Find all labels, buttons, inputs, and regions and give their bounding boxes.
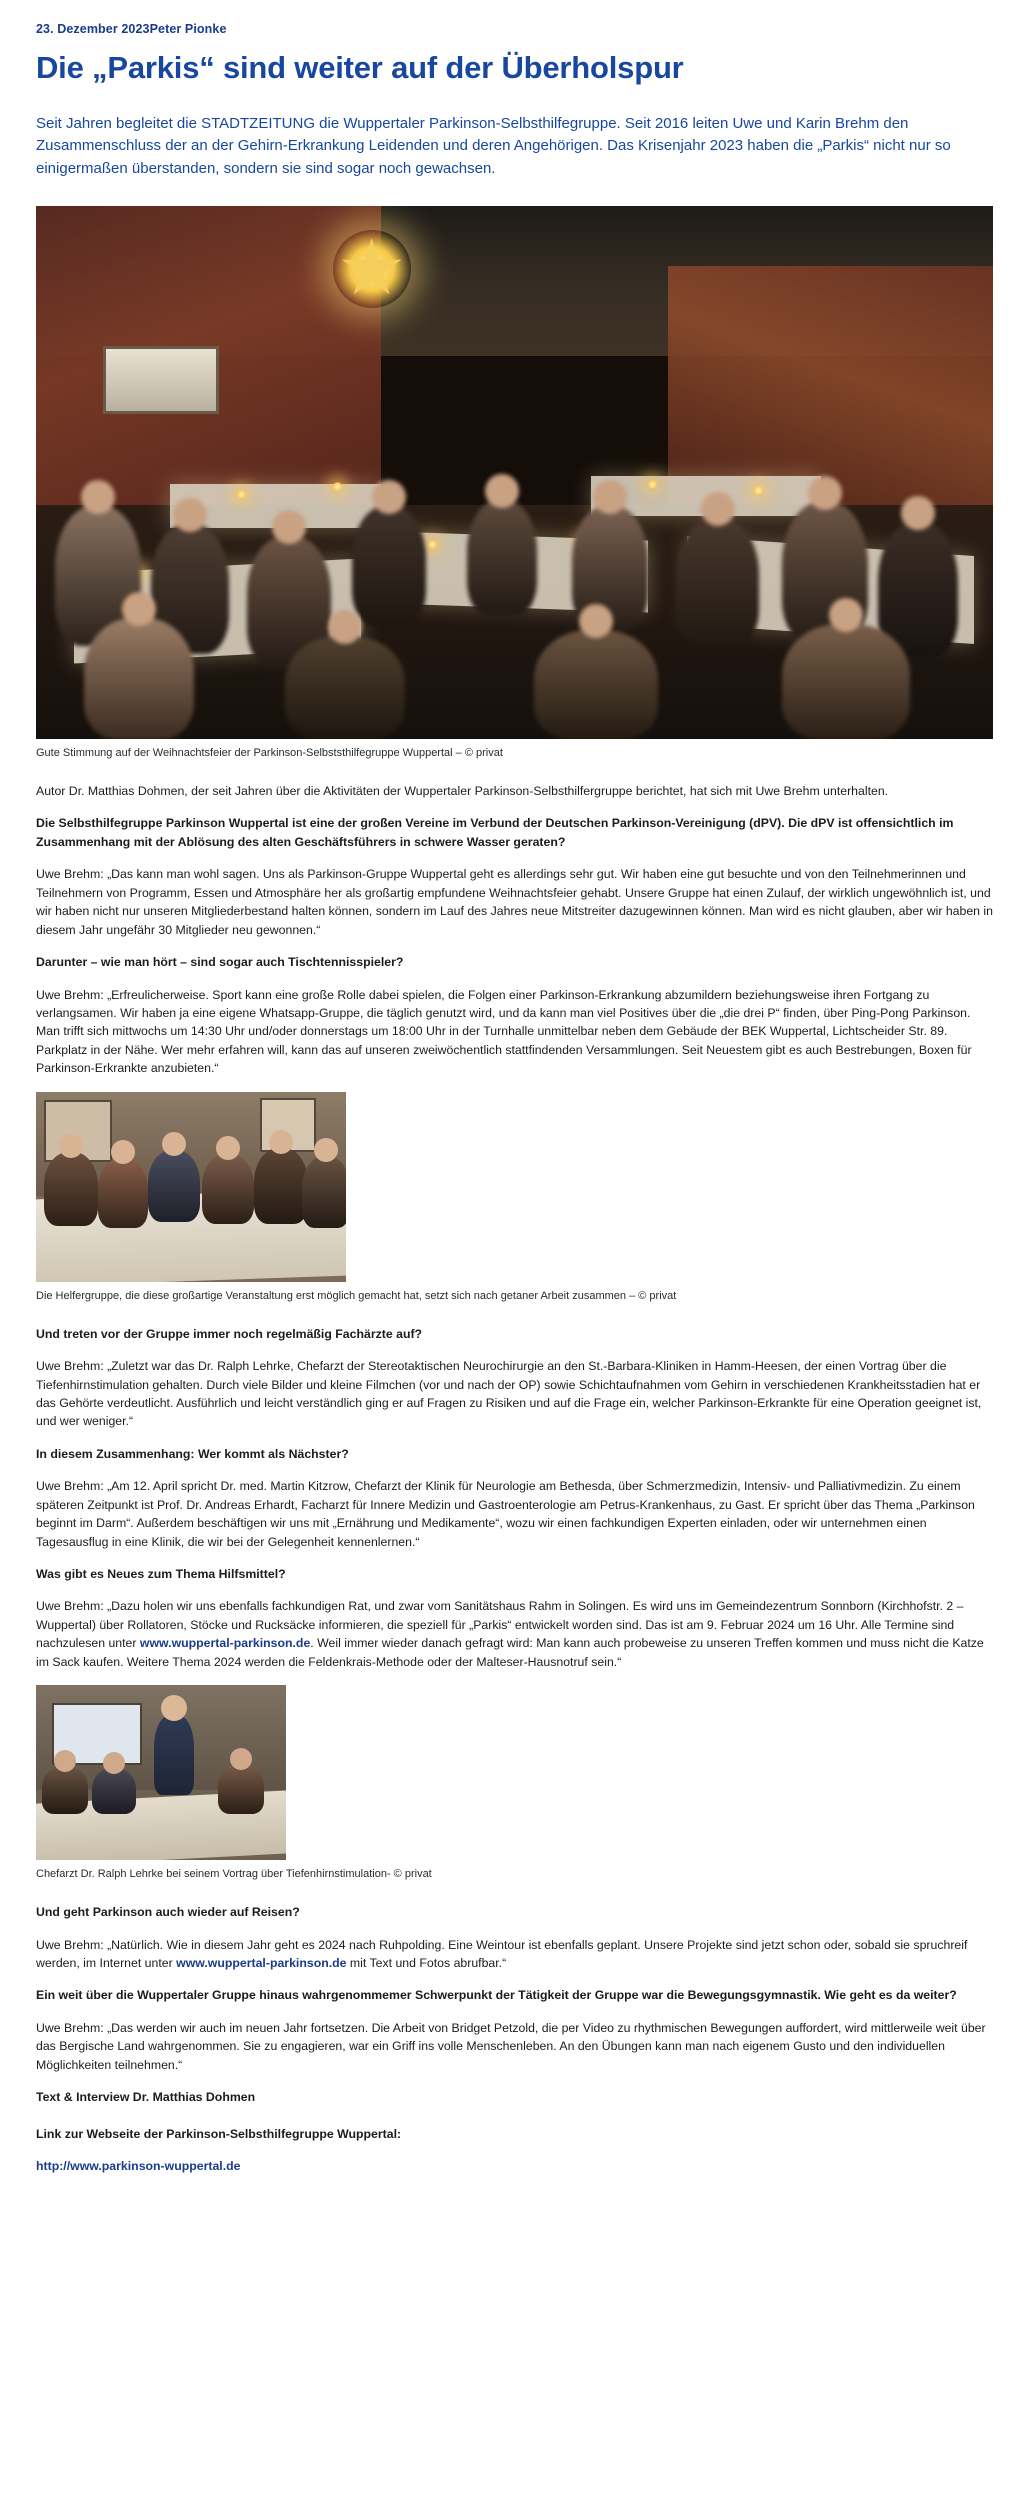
question-3: Und treten vor der Gruppe immer noch regelmäßig Fachärzte auf?	[36, 1326, 423, 1341]
answer-1: Uwe Brehm: „Das kann man wohl sagen. Uns als Parkinson-Gruppe Wuppertal geht es allerdings sehr gut. Wir haben eine gut besuchte und von den Teilnehmerinnen und Teilnehmern von Programm, Essen und Atmosphäre her als großartig empfundene Weihnachtsfeier gehabt. Unsere Gruppe hat einen Zulauf, der wirklich ungewöhnlich ist, und wir haben nicht nur unseren Mitgliederbestand halten können, sondern im Lauf des Jahres neue Mitstreiter dazugewinnen können. Man wird es nicht glauben, aber wir haben in diesem Jahr ungefähr 30 Mitglieder neu gewonnen.“	[36, 867, 994, 937]
answer-4: Uwe Brehm: „Am 12. April spricht Dr. med. Martin Kitzrow, Chefarzt der Klinik für Neurologie am Bethesda, über Schmerzmedizin, Intensiv- und Palliativmedizin. Zu einem späteren Zeitpunkt ist Prof. Dr. Andreas Erhardt, Facharzt für Innere Medizin und Gastroenterologie am Petrus-Krankenhaus, zu Gast. Er spricht über das Thema „Parkinson beginnt im Darm“. Außerdem beschäftigen wir uns mit „Ernährung und Medikamente“, wozu wir einen fachkundigen Experten einladen, oder wir unternehmen einen Tagesausflug in eine Klinik, die wir bei der Gelegenheit kennenlernen.“	[36, 1479, 975, 1549]
helper-head	[216, 1136, 240, 1160]
candle-light	[333, 482, 342, 491]
answer-6	[36, 1936, 993, 1973]
link-intro-text: Link zur Webseite der Parkinson-Selbsthilfegruppe Wuppertal:	[36, 2126, 402, 2141]
guest-head	[901, 496, 935, 530]
question-6: Und geht Parkinson auch wieder auf Reisen?	[36, 1905, 300, 1920]
figure-christmas-party	[36, 206, 993, 762]
guest-figure	[352, 506, 426, 626]
helper-head	[59, 1134, 83, 1158]
website-link-wuppertal-parkinson-2[interactable]: www.wuppertal-parkinson.de	[176, 1956, 347, 1971]
guest-head	[272, 510, 306, 544]
figure-caption: Gute Stimmung auf der Weihnachtsfeier der Parkinson-Selbststhilfegruppe Wuppertal – © privat	[36, 747, 503, 760]
helper-figure	[302, 1156, 346, 1228]
photo1-wall-right	[668, 266, 993, 511]
guest-head	[81, 480, 115, 514]
guest-figure-front	[534, 630, 658, 739]
question-7: Ein weit über die Wuppertaler Gruppe hinaus wahrgenommemer Schwerpunkt der Tätigkeit der Gruppe war die Bewegungsgymnastik. Wie geht es da weiter?	[36, 1988, 957, 2003]
audience-head	[230, 1748, 252, 1770]
guest-figure-front	[84, 618, 194, 739]
helper-figure	[202, 1154, 254, 1224]
audience-head	[54, 1750, 76, 1772]
paragraph-intro: Autor Dr. Matthias Dohmen, der seit Jahren über die Aktivitäten der Wuppertaler Parkinson-Selbsthilfergruppe berichtet, hat sich mit Uwe Brehm unterhalten.	[36, 784, 889, 799]
guest-head	[372, 480, 406, 514]
external-link-paragraph	[36, 2157, 993, 2175]
helper-figure	[98, 1158, 148, 1228]
answer-6-text-part2: mit Text und Fotos abrufbar.“	[349, 1956, 507, 1971]
photo-lecture	[36, 1685, 286, 1860]
candle-light	[237, 490, 246, 499]
answer-5-text-part1: Uwe Brehm: „Dazu holen wir uns ebenfalls fachkundigen Rat, und zwar vom Sanitätshaus Rahm in Solingen. Es wird uns im Gemeindezentrum Sonnborn (Kirchhofstr. 2 – Wuppertal) über Rollatoren, Stöcke und Rucksäcke informieren, die speziell für „Parkis“ entwickelt worden sind. Das ist am 9. Februar 2024 um 16 Uhr. Alle Termine sind nachzulesen unter	[36, 1599, 964, 1651]
figure-caption: Chefarzt Dr. Ralph Lehrke bei seinem Vortrag über Tiefenhirnstimulation- © privat	[36, 1868, 432, 1881]
helper-head	[162, 1132, 186, 1156]
question-2: Darunter – wie man hört – sind sogar auch Tischtennisspieler?	[36, 955, 404, 970]
article-byline: Text & Interview Dr. Matthias Dohmen	[36, 2090, 256, 2105]
candle-light	[754, 486, 763, 495]
question-1: Die Selbsthilfegruppe Parkinson Wuppertal ist eine der großen Vereine im Verbund der Deutschen Parkinson-Vereinigung (dPV). Die dPV ist offensichtlich im Zusammenhang mit der Ablösung des alten Geschäftsführers in schwere Wasser geraten?	[36, 816, 954, 849]
guest-head	[579, 604, 613, 638]
helper-figure	[44, 1152, 98, 1226]
christmas-star-decoration	[333, 230, 411, 308]
publish-date: 23. Dezember 2023	[36, 22, 150, 36]
guest-figure	[467, 500, 537, 616]
article-author: Peter Pionke	[149, 22, 227, 36]
projection-screen	[103, 346, 219, 414]
helper-head	[314, 1138, 338, 1162]
guest-head	[485, 474, 519, 508]
guest-head	[328, 610, 362, 644]
photo-helper-group	[36, 1092, 346, 1282]
answer-5	[36, 1597, 993, 1671]
figure-lecture	[36, 1685, 993, 1883]
audience-head	[103, 1752, 125, 1774]
guest-figure-front	[285, 636, 405, 739]
guest-figure	[677, 518, 759, 648]
answer-2: Uwe Brehm: „Erfreulicherweise. Sport kann eine große Rolle dabei spielen, die Folgen einer Parkinson-Erkrankung abzumildern beziehungsweise ihren Fortgang zu verlangsamen. Wir haben ja eine eigene Whatsapp-Gruppe, die täglich genutzt wird, und da kann man viel Positives über die „die drei P“ finden, über Ping-Pong Parkinson. Man trifft sich mittwochs um 14:30 Uhr und/oder donnerstags um 18:00 Uhr in der Turnhalle unmittelbar neben dem Gebäude der BEK Wuppertal, Lichtscheider Str. 89. Parkplatz in der Nähe. Wer mehr erfahren will, kann das auf unseren zweiwöchentlich stattfindenden Versammlungen. Seit Neuestem gibt es auch Bestrebungen, Boxen für Parkinson-Erkrankte anzubieten.“	[36, 987, 972, 1076]
helper-head	[111, 1140, 135, 1164]
page-title: Die „Parkis“ sind weiter auf der Überholspur	[36, 50, 684, 85]
question-5: Was gibt es Neues zum Thema Hilfsmittel?	[36, 1567, 286, 1582]
article-lead: Seit Jahren begleitet die STADTZEITUNG die Wuppertaler Parkinson-Selbsthilfegruppe. Seit 2016 leiten Uwe und Karin Brehm den Zusammenschluss der an der Gehirn-Erkrankung Leidenden und deren Angehörigen. Das Krisenjahr 2023 haben die „Parkis“ nicht nur so einigermaßen überstanden, sondern sie sind sogar noch gewachsen.	[36, 114, 951, 177]
audience-figure	[218, 1764, 264, 1814]
guest-figure-front	[782, 624, 910, 739]
guest-head	[808, 476, 842, 510]
speaker-figure	[154, 1715, 194, 1795]
answer-3: Uwe Brehm: „Zuletzt war das Dr. Ralph Lehrke, Chefarzt der Stereotaktischen Neurochirurgie an den St.-Barbara-Kliniken in Hamm-Heesen, der einen Vortrag über die Tiefenhirnstimulation gehalten. Durch viele Bilder und kleine Filmchen (vor und nach der OP) sowie Schichtaufnahmen vom Gehirn in verschiedenen Krankheitsstadien hat er das Gehörte verdeutlicht. Ausführlich und leicht verständlich ging er auf Fragen zu Risiken und auf die Frage ein, welcher Parkinson-Erkrankte für eine Operation geeignet ist, und wer weniger.“	[36, 1359, 982, 1429]
guest-head	[593, 480, 627, 514]
answer-5-text-part2: . Weil immer wieder danach gefragt wird: Man kann auch probeweise zu unseren Treffen kommen und muss nicht die Katze im Sack kaufen. Weitere Thema 2024 werden die Feldenkrais-Methode oder der Malteser-Hausnotruf sein.“	[36, 1636, 984, 1669]
figure-helper-group	[36, 1092, 993, 1305]
website-link-wuppertal-parkinson[interactable]: www.wuppertal-parkinson.de	[139, 1636, 311, 1651]
guest-head	[829, 598, 863, 632]
guest-head	[701, 492, 735, 526]
answer-7: Uwe Brehm: „Das werden wir auch im neuen Jahr fortsetzen. Die Arbeit von Bridget Petzold, die per Video zu rhythmischen Bewegungen auffordert, wird mittlerweile weit über das Bergische Land wahrgenommen. Sie zu engagieren, war ein Griff ins volle Menschenleben. An den Übungen kann man nach eigenem Gusto und den individuellen Möglichkeiten teilnehmen.“	[36, 2020, 986, 2072]
helper-figure	[254, 1148, 308, 1224]
guest-head	[173, 498, 207, 532]
figure-caption: Die Helfergruppe, die diese großartige Veranstaltung erst möglich gemacht hat, setzt sich nach getaner Arbeit zusammen – © privat	[36, 1289, 677, 1302]
parkinson-wuppertal-website-link[interactable]: http://www.parkinson-wuppertal.de	[36, 2159, 241, 2174]
helper-figure	[148, 1150, 200, 1222]
answer-6-text-part1: Uwe Brehm: „Natürlich. Wie in diesem Jahr geht es 2024 nach Ruhpolding. Eine Weintour ist ebenfalls geplant. Unsere Projekte sind jetzt schon oder, sobald sie spruchreif werden, im Internet unter	[36, 1937, 968, 1971]
audience-figure	[42, 1766, 88, 1814]
audience-figure	[92, 1768, 136, 1814]
helper-head	[269, 1130, 293, 1154]
guest-head	[122, 592, 156, 626]
question-4: In diesem Zusammenhang: Wer kommt als Nächster?	[36, 1446, 349, 1461]
article-meta	[36, 22, 993, 36]
photo-christmas-party	[36, 206, 993, 739]
speaker-head	[161, 1695, 187, 1721]
